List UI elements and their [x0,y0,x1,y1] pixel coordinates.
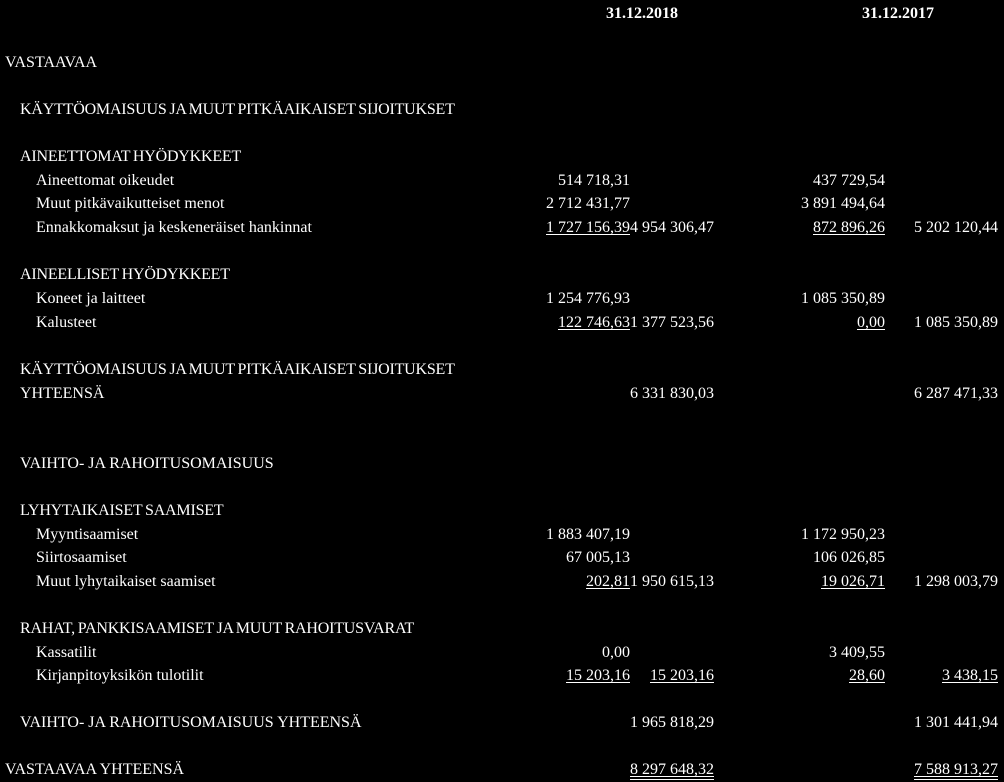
group-total-2018: 1 965 818,29 [630,714,714,731]
row-label: Kalusteet [36,314,97,331]
subgroup-title-text: AINEELLISET HYÖDYKKEET [20,266,230,283]
table-row [0,170,1004,192]
value-2017: 106 026,85 [813,549,885,566]
section-title-text: VASTAAVAA [5,54,98,71]
group-title-vaihto [0,453,1004,475]
row-label: Aineettomat oikeudet [36,172,175,189]
subtotal-2018: 1 377 523,56 [630,314,714,331]
column-header-row [0,3,1004,25]
table-row [0,571,1004,593]
group-title-text: VAIHTO- JA RAHOITUSOMAISUUS [20,455,274,472]
value-2018: 1 254 776,93 [546,290,630,307]
value-2018: 514 718,31 [558,172,630,189]
value-2018: 15 203,16 [566,667,630,684]
value-2018: 0,00 [602,644,630,661]
table-row [0,642,1004,664]
value-2018: 122 746,63 [558,314,630,331]
subtotal-2018: 15 203,16 [650,667,714,684]
grand-total-2017: 7 588 913,27 [914,761,998,778]
table-row [0,547,1004,569]
subgroup-title-text: LYHYTAIKAISET SAAMISET [20,502,224,519]
value-2017: 3 409,55 [829,644,885,661]
value-2017: 28,60 [849,667,885,684]
row-label: Koneet ja laitteet [36,290,146,307]
table-row [0,524,1004,546]
group-total-2017: 1 301 441,94 [914,714,998,731]
value-2017: 872 896,26 [813,219,885,236]
table-row [0,217,1004,239]
group-total-label: VAIHTO- JA RAHOITUSOMAISUUS YHTEENSÄ [20,714,362,731]
value-2017: 1 085 350,89 [801,290,885,307]
row-label: Muut lyhytaikaiset saamiset [36,573,216,590]
group-total-label-line1: KÄYTTÖOMAISUUS JA MUUT PITKÄAIKAISET SIJOITUKSET [20,361,455,378]
subtotal-2018: 1 950 615,13 [630,573,714,590]
grand-total-row [0,759,1004,781]
row-label: Siirtosaamiset [36,549,127,566]
value-2018: 1 727 156,39 [546,219,630,236]
row-label: Ennakkomaksut ja keskeneräiset hankinnat [36,219,312,236]
group-total-2018: 6 331 830,03 [630,385,714,402]
value-2017: 1 172 950,23 [801,526,885,543]
subtotal-2017: 5 202 120,44 [914,219,998,236]
group-total-line2 [0,383,1004,405]
group-total-label-line2: YHTEENSÄ [20,385,105,402]
row-label: Myyntisaamiset [36,526,139,543]
value-2018: 67 005,13 [566,549,630,566]
group-total-line1 [0,359,1004,381]
group-total-2017: 6 287 471,33 [914,385,998,402]
table-row [0,193,1004,215]
subgroup-title-text: AINEETTOMAT HYÖDYKKEET [20,148,242,165]
group-title-kayttoomaisuus [0,99,1004,121]
section-title-vastaavaa [0,52,1004,74]
column-header-2018: 31.12.2018 [606,5,678,22]
value-2017: 437 729,54 [813,172,885,189]
table-row [0,312,1004,334]
subgroup-title-rahat [0,618,1004,640]
subtotal-2017: 3 438,15 [942,667,998,684]
value-2017: 19 026,71 [821,573,885,590]
value-2017: 0,00 [857,314,885,331]
row-label: Kassatilit [36,644,97,661]
subtotal-2018: 4 954 306,47 [630,219,714,236]
group-total-vaihto [0,712,1004,734]
grand-total-label: VASTAAVAA YHTEENSÄ [5,761,185,778]
column-header-2017: 31.12.2017 [862,5,934,22]
row-label: Kirjanpitoyksikön tulotilit [36,667,204,684]
group-title-text: KÄYTTÖOMAISUUS JA MUUT PITKÄAIKAISET SIJOITUKSET [20,101,455,118]
subgroup-title-aineettomat [0,146,1004,168]
subgroup-title-aineelliset [0,264,1004,286]
table-row [0,288,1004,310]
value-2017: 3 891 494,64 [801,195,885,212]
value-2018: 1 883 407,19 [546,526,630,543]
subgroup-title-lyhytaikaiset [0,500,1004,522]
subgroup-title-text: RAHAT, PANKKISAAMISET JA MUUT RAHOITUSVARAT [20,620,415,637]
subtotal-2017: 1 085 350,89 [914,314,998,331]
grand-total-2018: 8 297 648,32 [630,761,714,778]
subtotal-2017: 1 298 003,79 [914,573,998,590]
value-2018: 202,81 [586,573,630,590]
table-row [0,665,1004,687]
value-2018: 2 712 431,77 [546,195,630,212]
row-label: Muut pitkävaikutteiset menot [36,195,225,212]
